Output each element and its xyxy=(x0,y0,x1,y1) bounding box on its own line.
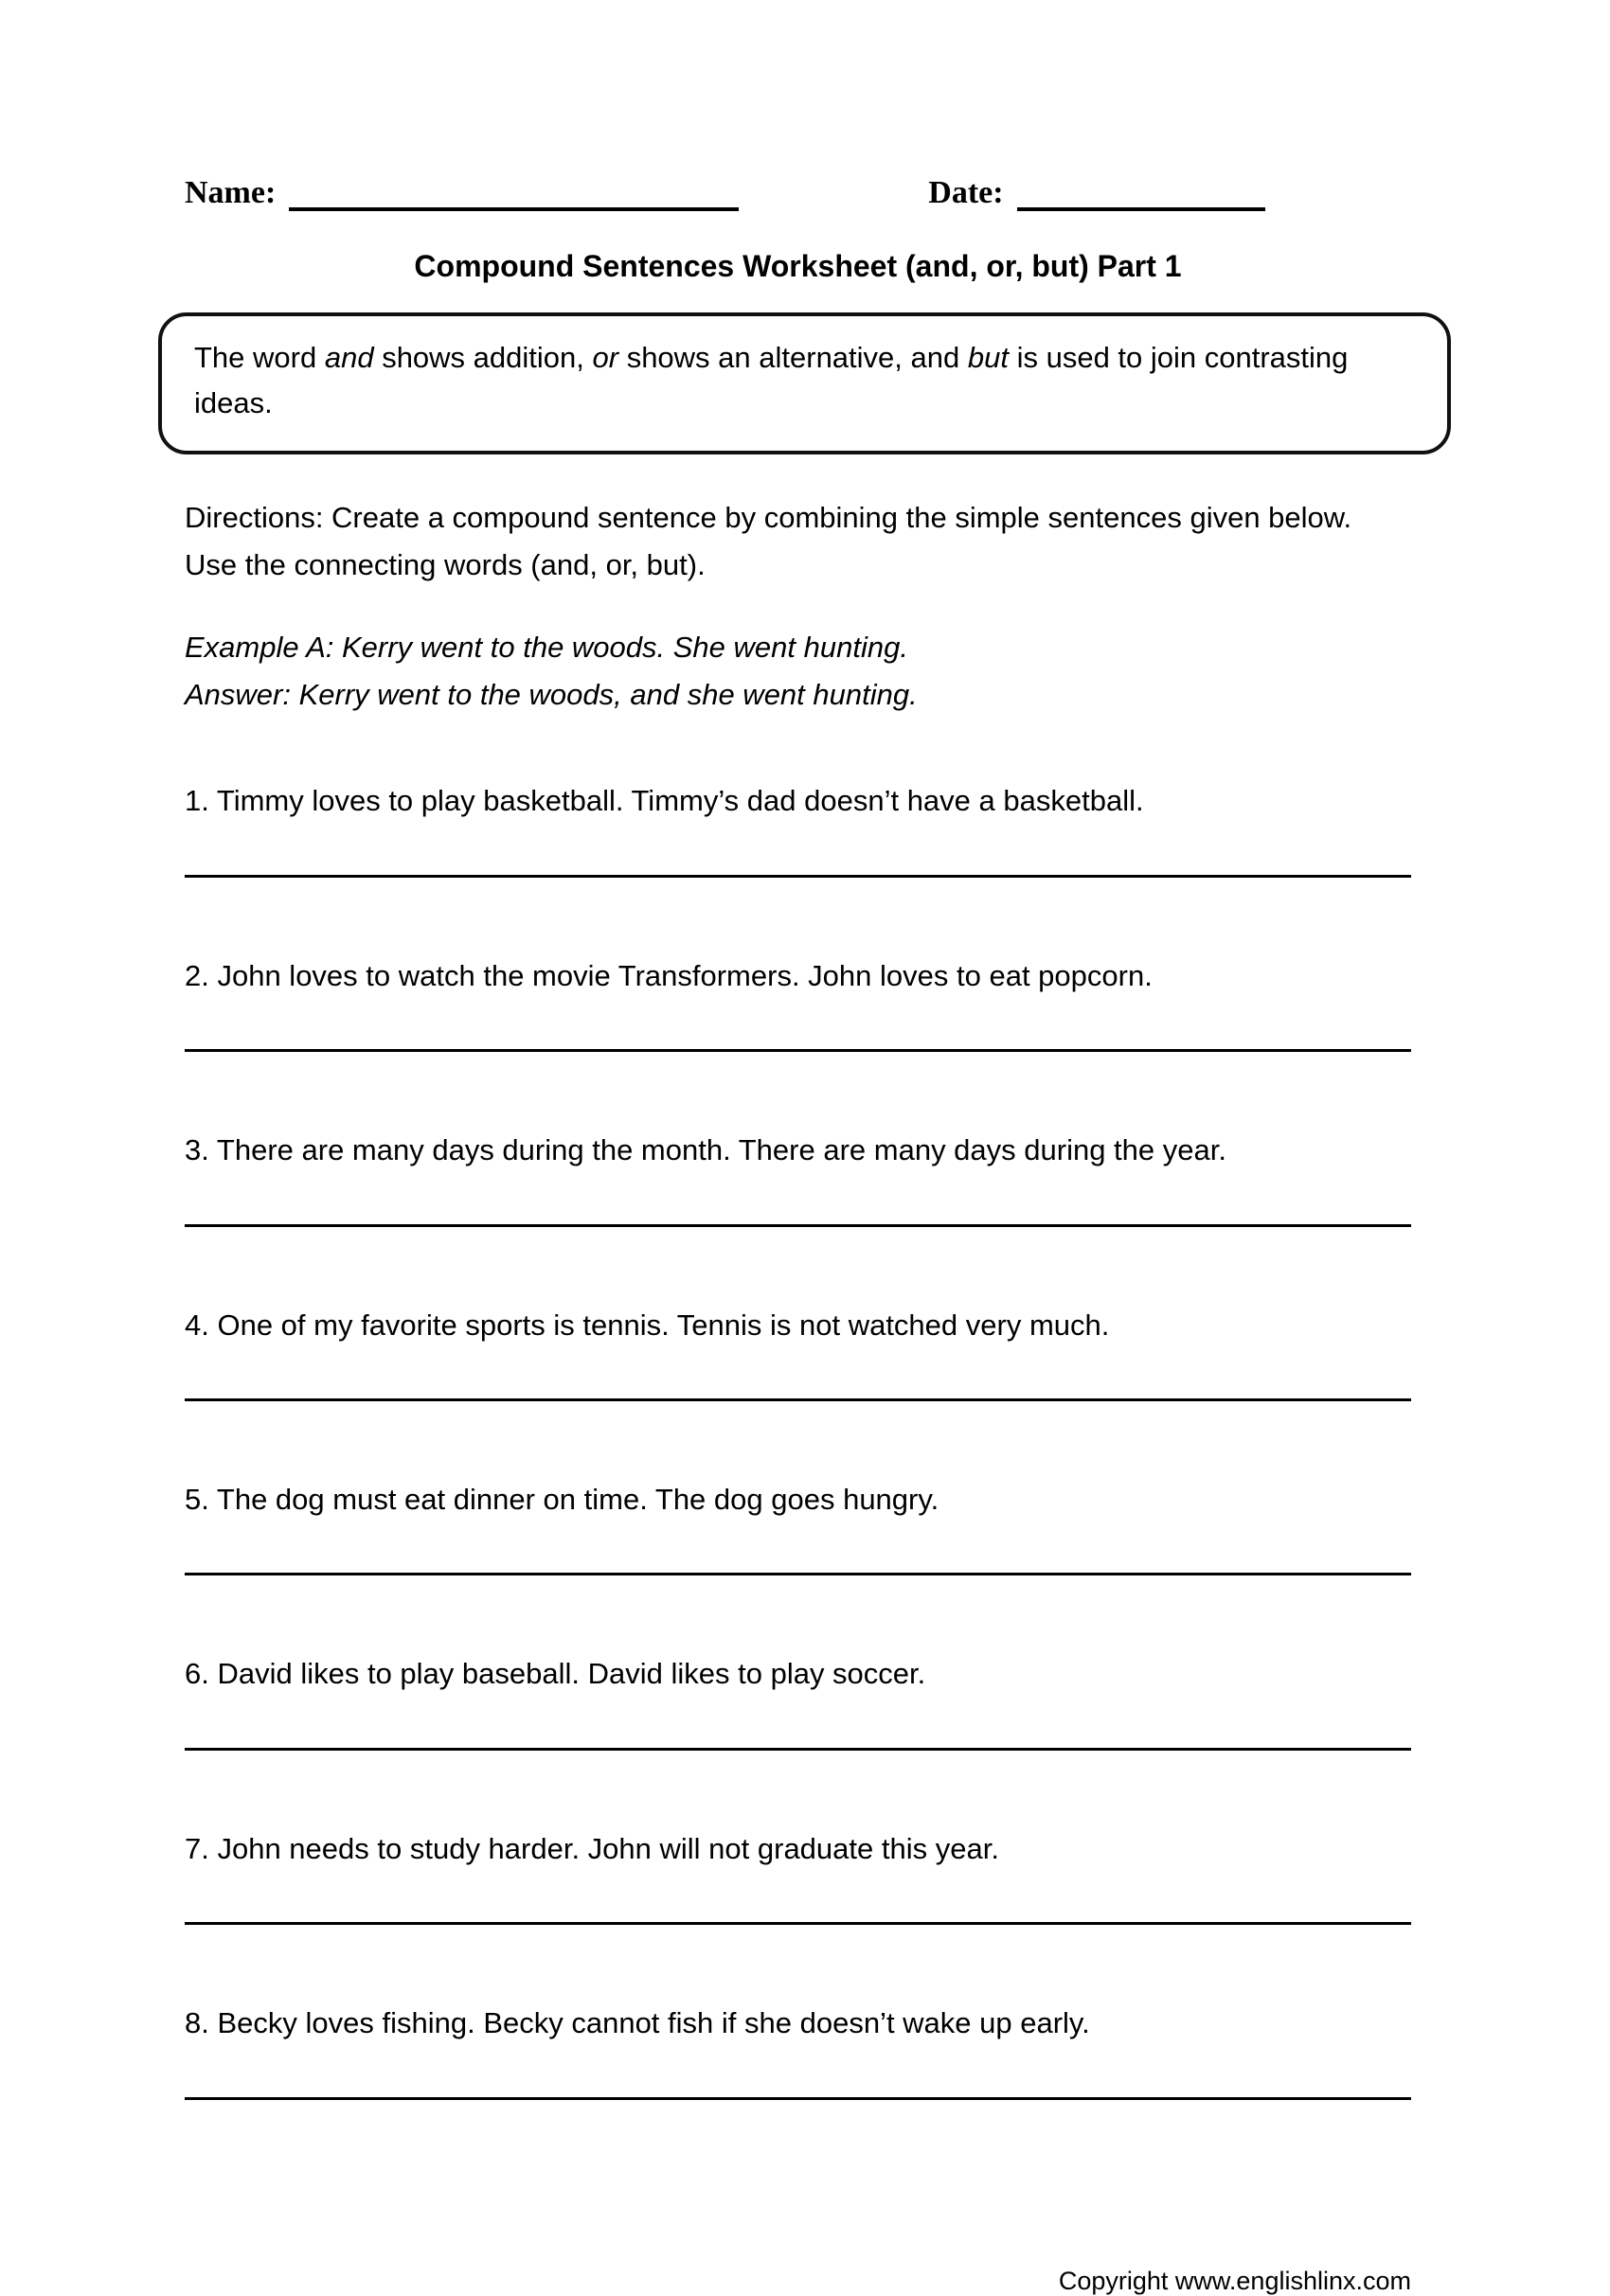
question-text: 5. The dog must eat dinner on time. The dog goes hungry. xyxy=(185,1483,939,1517)
answer-blank-line xyxy=(185,1224,1411,1227)
directions-text: Directions: Create a compound sentence by combining the simple sentences given below. Use the connecting words (and, or, but). xyxy=(185,501,1352,581)
name-blank-line xyxy=(289,175,739,211)
answer-blank-line xyxy=(185,1748,1411,1751)
answer-blank-line xyxy=(185,2097,1411,2100)
question-text: 7. John needs to study harder. John will not graduate this year. xyxy=(185,1831,999,1865)
date-blank-line xyxy=(1017,175,1265,211)
name-label: Name: xyxy=(185,175,277,210)
question-text: 3. There are many days during the month. There are many days during the year. xyxy=(185,1133,1226,1167)
note-segment: shows addition, xyxy=(373,341,593,374)
question-text: 1. Timmy loves to play basketball. Timmy’s dad doesn’t have a basketball. xyxy=(185,784,1144,818)
answer-blank-line xyxy=(185,1049,1411,1052)
name-date-row xyxy=(185,175,1411,211)
note-segment-italic-but: but xyxy=(967,341,1009,374)
note-segment-italic-or: or xyxy=(592,341,619,374)
note-box xyxy=(158,312,1451,454)
note-segment: shows an alternative, and xyxy=(618,341,968,374)
example-line-1: Example A: Kerry went to the woods. She went hunting. xyxy=(185,631,908,665)
question-text: 4. One of my favorite sports is tennis. Tennis is not watched very much. xyxy=(185,1308,1110,1342)
question-text: 2. John loves to watch the movie Transformers. John loves to eat popcorn. xyxy=(185,958,1153,992)
answer-blank-line xyxy=(185,875,1411,878)
copyright-text: Copyright www.englishlinx.com xyxy=(1058,2266,1411,2295)
question-text: 6. David likes to play baseball. David likes to play soccer. xyxy=(185,1657,926,1691)
note-segment-italic-and: and xyxy=(324,341,374,374)
example-line-2: Answer: Kerry went to the woods, and she went hunting. xyxy=(185,677,918,711)
question-text: 8. Becky loves fishing. Becky cannot fish if she doesn’t wake up early. xyxy=(185,2006,1090,2040)
answer-blank-line xyxy=(185,1573,1411,1575)
note-segment: is used to join contrasting ideas. xyxy=(194,341,1349,420)
note-segment: The word xyxy=(194,341,325,374)
note-text xyxy=(194,335,1415,426)
example-block xyxy=(185,624,1411,718)
answer-blank-line xyxy=(185,1398,1411,1401)
questions-list xyxy=(185,780,1411,2099)
answer-blank-line xyxy=(185,1922,1411,1925)
date-label: Date: xyxy=(928,175,1004,210)
worksheet-title: Compound Sentences Worksheet (and, or, but) Part 1 xyxy=(414,249,1182,283)
